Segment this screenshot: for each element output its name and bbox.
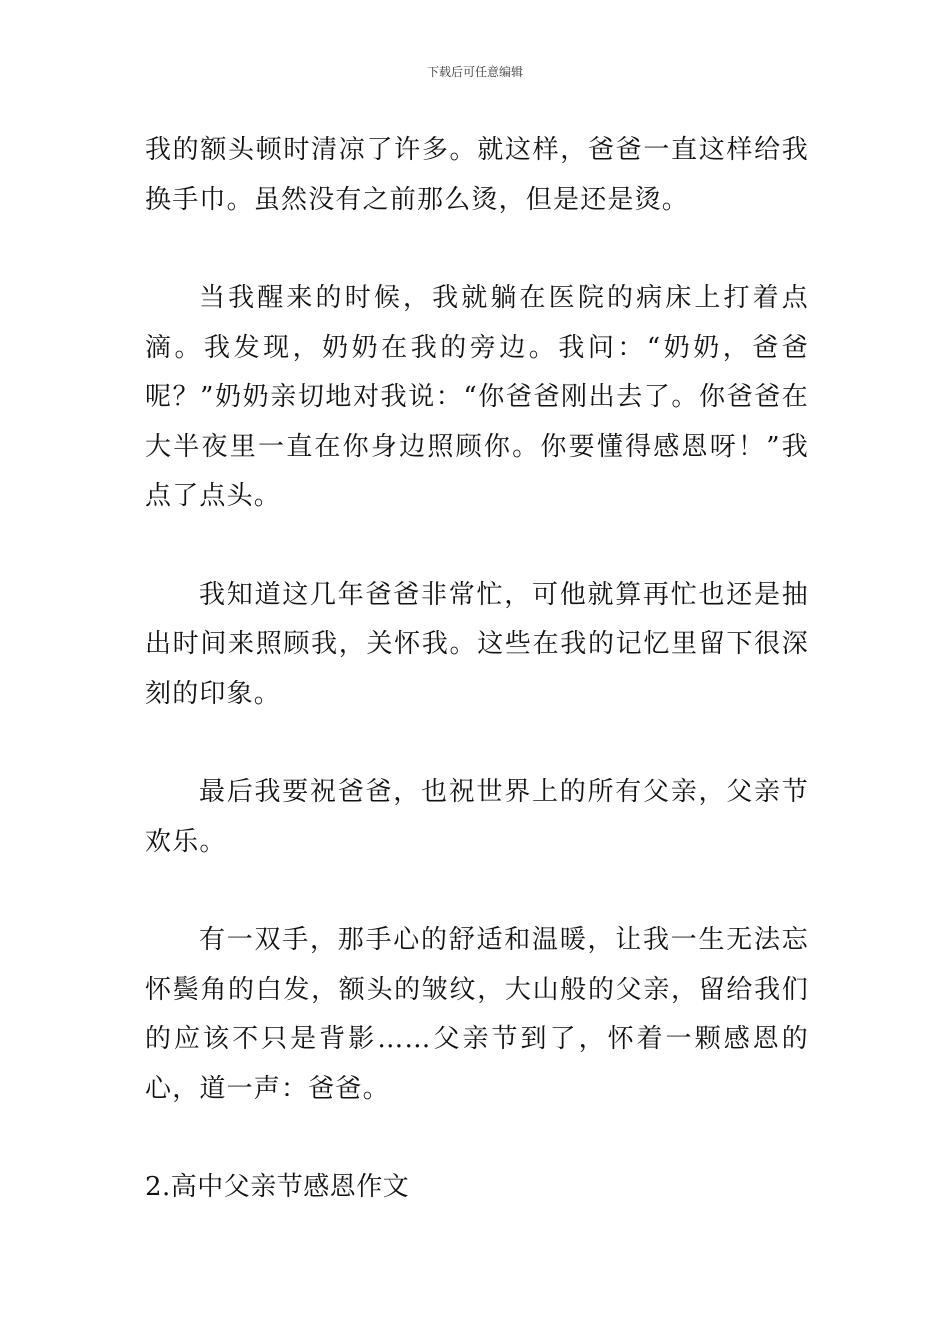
paragraph-1: 我的额头顿时清凉了许多。就这样，爸爸一直这样给我换手巾。虽然没有之前那么烫，但是还是烫。: [145, 135, 809, 215]
paragraph-2: 当我醒来的时候，我就躺在医院的病床上打着点滴。我发现，奶奶在我的旁边。我问：“奶奶，爸爸呢？”奶奶亲切地对我说：“你爸爸刚出去了。你爸爸在大半夜里一直在你身边照顾你。你要懂得感恩呀！”我点了点头。: [145, 283, 809, 511]
section-heading: 2.高中父亲节感恩作文: [145, 1172, 410, 1202]
page-header: 下载后可任意编辑: [426, 65, 523, 79]
paragraph-4: 最后我要祝爸爸，也祝世界上的所有父亲，父亲节欢乐。: [145, 777, 809, 857]
paragraph-5: 有一双手，那手心的舒适和温暖，让我一生无法忘怀鬓角的白发，额头的皱纹，大山般的父亲，留给我们的应该不只是背影……父亲节到了，怀着一颗感恩的心，道一声：爸爸。: [145, 925, 809, 1104]
document-body: [145, 126, 809, 1213]
paragraph-3: 我知道这几年爸爸非常忙，可他就算再忙也还是抽出时间来照顾我，关怀我。这些在我的记忆里留下很深刻的印象。: [145, 579, 809, 709]
